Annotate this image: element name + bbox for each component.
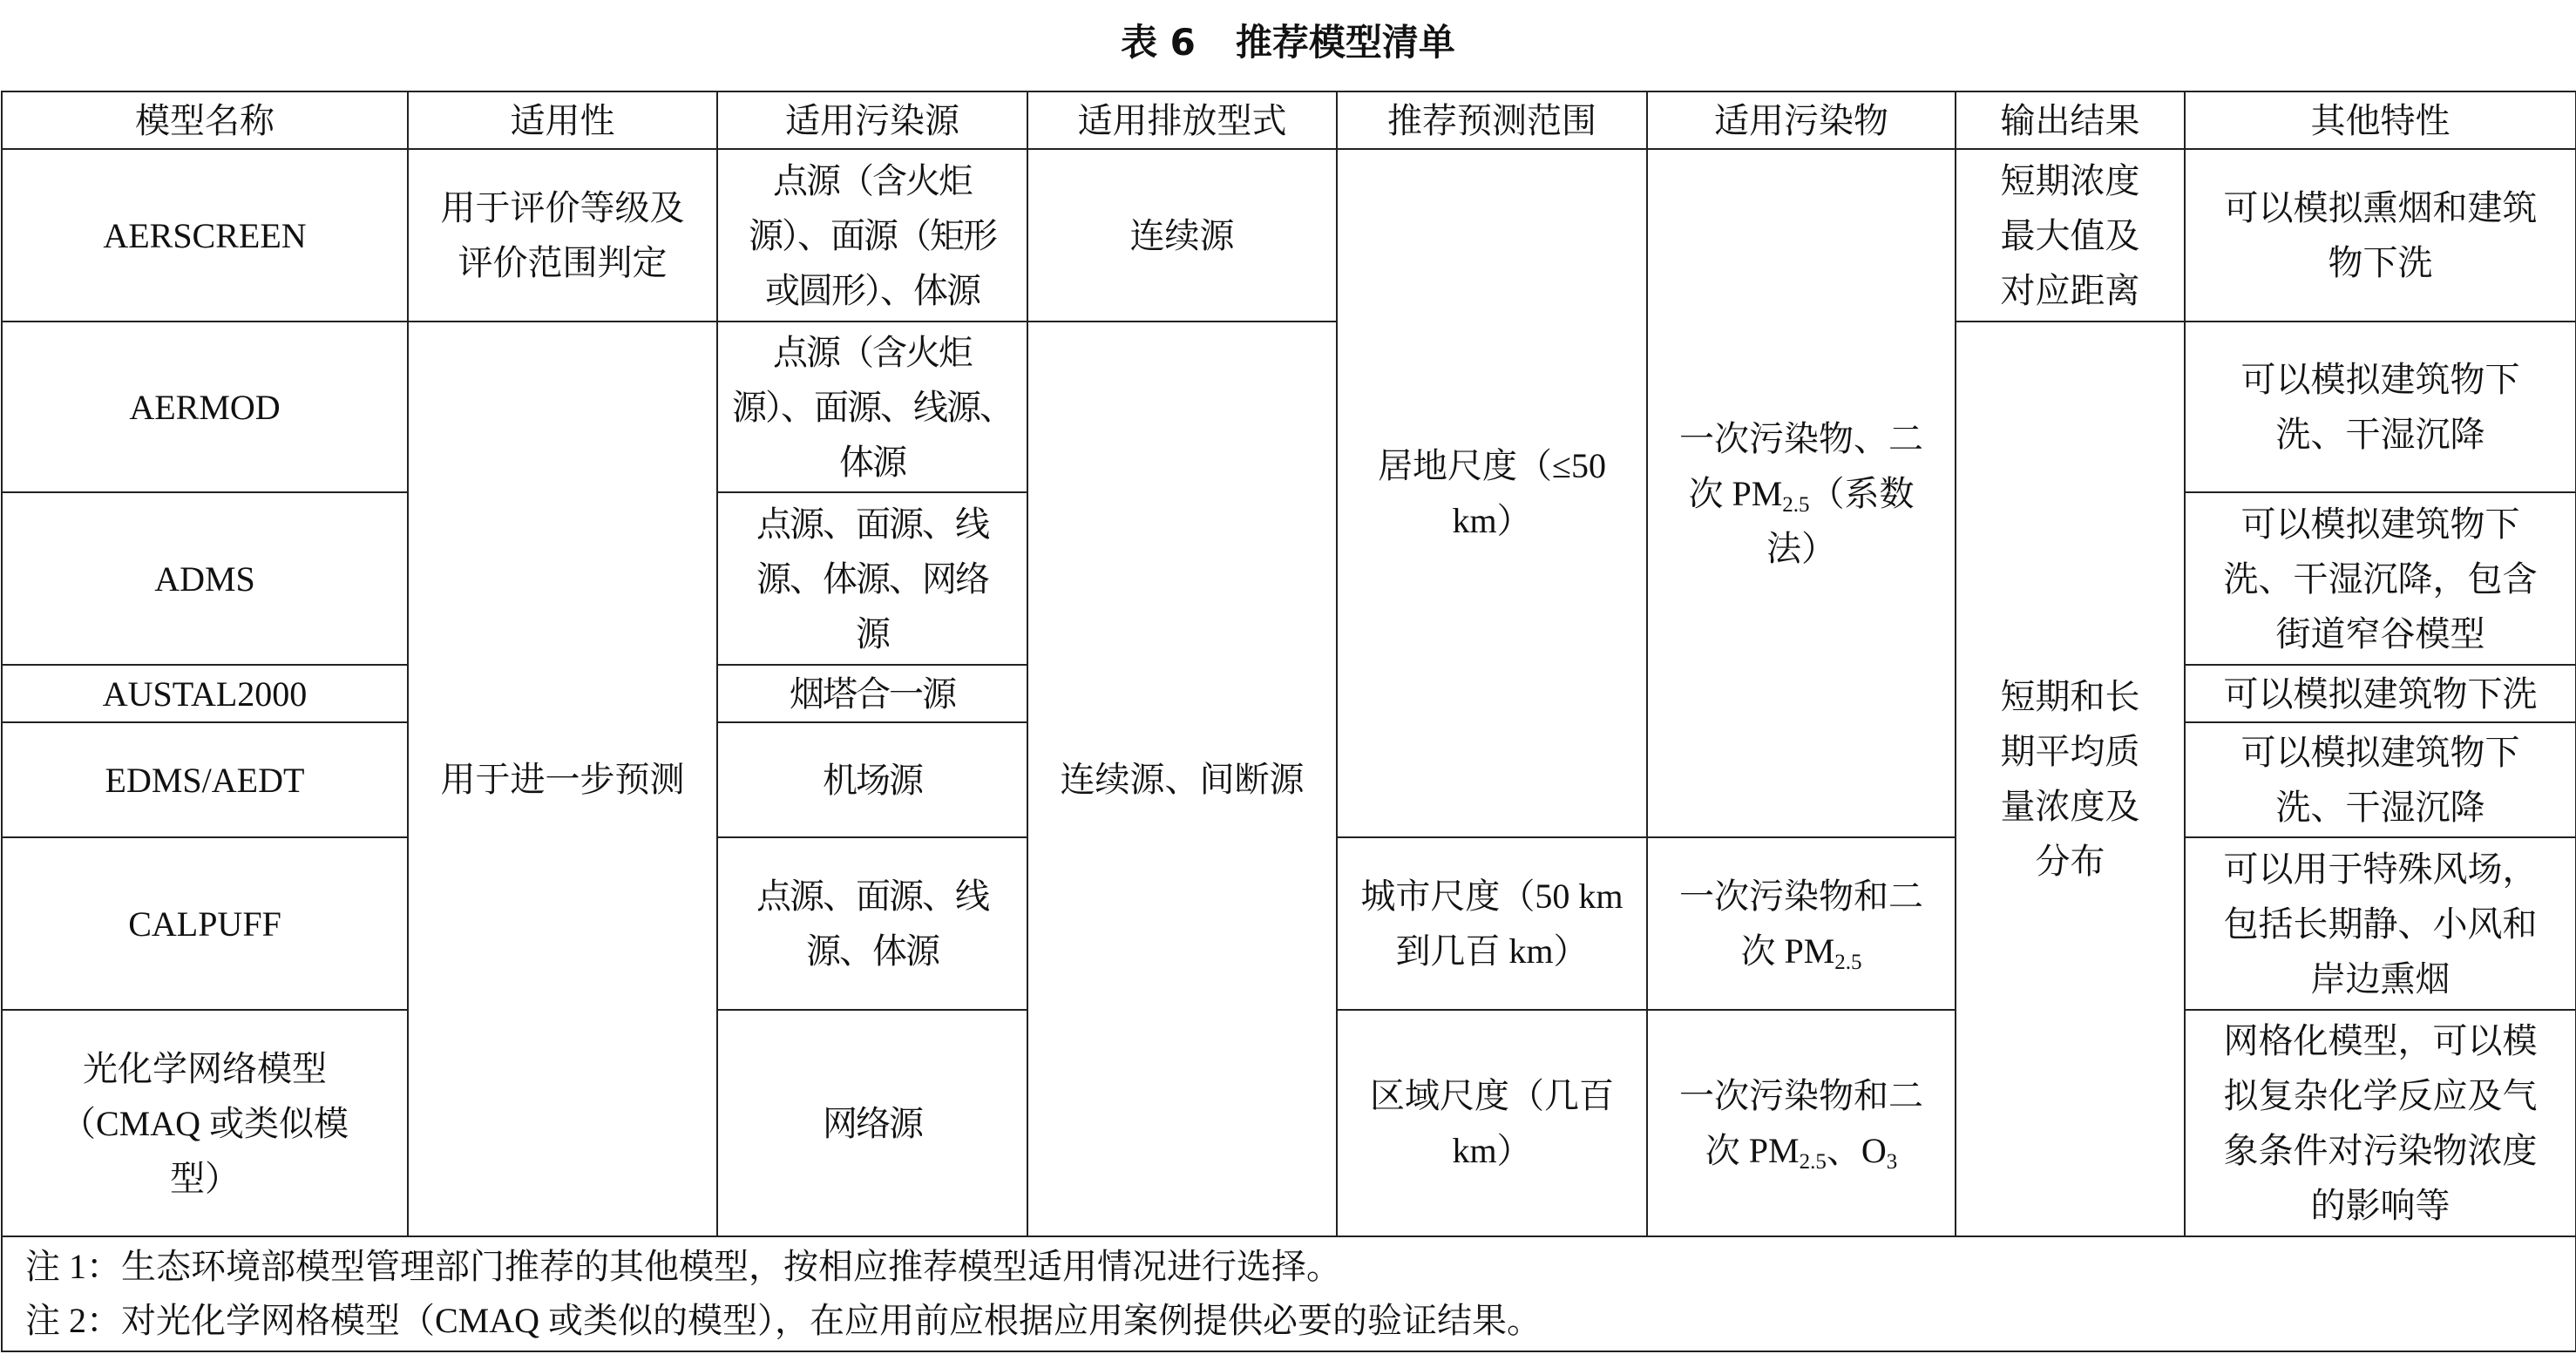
cell-model-name (2, 1010, 408, 1236)
text-line: 点源（含火炬 (773, 160, 972, 200)
header-prediction-range: 推荐预测范围 (1337, 91, 1647, 149)
cell-emission-type (1027, 149, 1337, 322)
text-line: 到几百 km） (1395, 931, 1589, 971)
text-segment: （系数 (1809, 473, 1915, 513)
cell-emission-type-shared (1027, 322, 1337, 1236)
header-features: 其他特性 (2185, 91, 2576, 149)
text-line: AUSTAL2000 (102, 674, 308, 714)
text-line: 区域尺度（几百 (1370, 1076, 1614, 1115)
text-line: 量浓度及 (2000, 787, 2140, 826)
text-line: 用于进一步预测 (440, 759, 685, 799)
cell-model-name (2, 492, 408, 665)
table-number: 表 6 (1121, 21, 1196, 64)
text-line: 一次污染物、二 (1679, 418, 1923, 458)
text-line: 分布 (2035, 842, 2105, 881)
notes-row (2, 1236, 2576, 1351)
text-line: 一次污染物和二 (1679, 877, 1923, 916)
cell-features (2185, 722, 2576, 837)
cell-sources (717, 149, 1027, 322)
text-line: 光化学网络模型 (83, 1048, 327, 1088)
text-line: 象条件对污染物浓度 (2223, 1131, 2538, 1170)
text-line: 洗、干湿沉降 (2275, 788, 2485, 827)
text-line: AERSCREEN (103, 215, 307, 255)
header-sources: 适用污染源 (717, 91, 1027, 149)
text-line: 可以模拟建筑物下洗 (2223, 674, 2538, 714)
note-2: 注 2：对光化学网格模型（CMAQ 或类似的模型），在应用前应根据应用案例提供必要的验证结果。 (25, 1301, 1542, 1340)
text-line: 一次污染物和二 (1679, 1076, 1923, 1115)
text-line: 烟塔合一源 (790, 674, 955, 714)
text-line: 街道窄谷模型 (2275, 613, 2485, 653)
text-line: 短期浓度 (2000, 160, 2140, 200)
cell-prediction-range-local (1337, 149, 1647, 837)
subscript: 3 (1886, 1150, 1898, 1174)
text-line: 可以模拟建筑物下 (2240, 360, 2520, 399)
text-line: 网络源 (823, 1103, 922, 1143)
cell-features (2185, 665, 2576, 722)
text-line: 拟复杂化学反应及气 (2223, 1076, 2538, 1115)
text-line (1648, 1123, 1955, 1178)
text-line: 点源、面源、线 (756, 504, 988, 544)
cell-model-name (2, 322, 408, 492)
text-line: 最大值及 (2000, 215, 2140, 255)
text-line: 法） (1766, 528, 1836, 568)
text-segment: 、O (1826, 1131, 1887, 1170)
cell-pollutants (1647, 837, 1956, 1010)
text-line: 型） (170, 1158, 240, 1198)
cell-model-name (2, 665, 408, 722)
text-line: 洗、干湿沉降 (2275, 415, 2485, 454)
text-line: （CMAQ 或类似模 (60, 1103, 349, 1143)
text-line: 居地尺度（≤50 (1378, 446, 1606, 485)
text-line: 岸边熏烟 (2310, 958, 2451, 999)
text-line: 源 (856, 613, 889, 653)
subscript: 2.5 (1834, 951, 1862, 974)
text-line: AERMOD (129, 387, 281, 427)
text-line: EDMS/AEDT (105, 760, 305, 800)
text-line: 源、体源 (806, 931, 939, 971)
recommended-model-table (1, 91, 2576, 1352)
text-line: 物下洗 (2328, 243, 2433, 282)
header-suitability: 适用性 (408, 91, 717, 149)
cell-model-name (2, 837, 408, 1010)
cell-sources (717, 492, 1027, 665)
cell-prediction-range (1337, 837, 1647, 1010)
header-row (2, 91, 2576, 149)
text-line: 的影响等 (2310, 1186, 2451, 1225)
cell-sources (717, 322, 1027, 492)
text-line: 对应距离 (2000, 270, 2140, 310)
text-line: 机场源 (823, 760, 922, 800)
text-line: 网格化模型，可以模 (2223, 1021, 2538, 1060)
cell-features (2185, 149, 2576, 322)
table-title (0, 0, 2576, 91)
cell-suitability-further (408, 322, 717, 1236)
cell-pollutants-local (1647, 149, 1956, 837)
cell-features (2185, 492, 2576, 665)
text-line: 可以模拟建筑物下 (2240, 504, 2520, 544)
text-line: 点源（含火炬 (773, 332, 972, 372)
text-segment: 次 PM (1705, 1131, 1800, 1170)
text-line: km） (1452, 501, 1532, 540)
cell-features (2185, 322, 2576, 492)
text-line: 期平均质 (2000, 732, 2140, 771)
text-line: 连续源、间断源 (1060, 759, 1305, 799)
cell-suitability (408, 149, 717, 322)
text-line: 源）、面源（矩形 (749, 215, 996, 255)
text-line: 城市尺度（50 km (1360, 877, 1624, 916)
text-segment: 次 PM (1688, 473, 1783, 513)
text-line: km） (1452, 1131, 1532, 1170)
cell-sources (717, 837, 1027, 1010)
cell-model-name (2, 722, 408, 837)
text-line: 短期和长 (2000, 677, 2140, 716)
header-output: 输出结果 (1956, 91, 2185, 149)
table-title-text: 推荐模型清单 (1235, 21, 1455, 64)
text-line (1648, 924, 1955, 978)
notes-cell (2, 1236, 2576, 1351)
cell-pollutants (1647, 1010, 1956, 1236)
header-pollutants: 适用污染物 (1647, 91, 1956, 149)
cell-sources (717, 1010, 1027, 1236)
text-line: 连续源 (1129, 215, 1235, 255)
table-row (2, 322, 2576, 492)
cell-features (2185, 1010, 2576, 1236)
subscript: 2.5 (1782, 492, 1810, 517)
cell-prediction-range (1337, 1010, 1647, 1236)
text-segment: 次 PM (1740, 931, 1835, 971)
text-line: 包括长期静、小风和 (2223, 904, 2538, 944)
cell-features (2185, 837, 2576, 1010)
cell-model-name (2, 149, 408, 322)
header-model-name: 模型名称 (2, 91, 408, 149)
cell-output (1956, 149, 2185, 322)
text-line: CALPUFF (128, 904, 281, 944)
table-row (2, 149, 2576, 322)
text-line: 可以模拟熏烟和建筑 (2223, 188, 2538, 227)
cell-sources (717, 665, 1027, 722)
text-line: 或圆形）、体源 (765, 270, 980, 310)
text-line: 可以模拟建筑物下 (2240, 733, 2520, 772)
cell-sources (717, 722, 1027, 837)
note-1: 注 1：生态环境部模型管理部门推荐的其他模型，按相应推荐模型适用情况进行选择。 (25, 1247, 1341, 1286)
text-line: 评价范围判定 (458, 243, 668, 282)
header-emission-type: 适用排放型式 (1027, 91, 1337, 149)
text-line: 用于评价等级及 (440, 188, 685, 227)
text-line: ADMS (154, 559, 255, 599)
text-line: 可以用于特殊风场， (2223, 849, 2538, 889)
text-line: 点源、面源、线 (756, 877, 988, 916)
text-line: 体源 (839, 442, 905, 482)
text-line: 源）、面源、线源、 (732, 387, 1013, 427)
text-line: 源、体源、网络 (756, 559, 988, 599)
subscript: 2.5 (1799, 1150, 1827, 1174)
text-line (1648, 466, 1955, 521)
text-line: 洗、干湿沉降，包含 (2223, 559, 2538, 599)
cell-output-long (1956, 322, 2185, 1236)
